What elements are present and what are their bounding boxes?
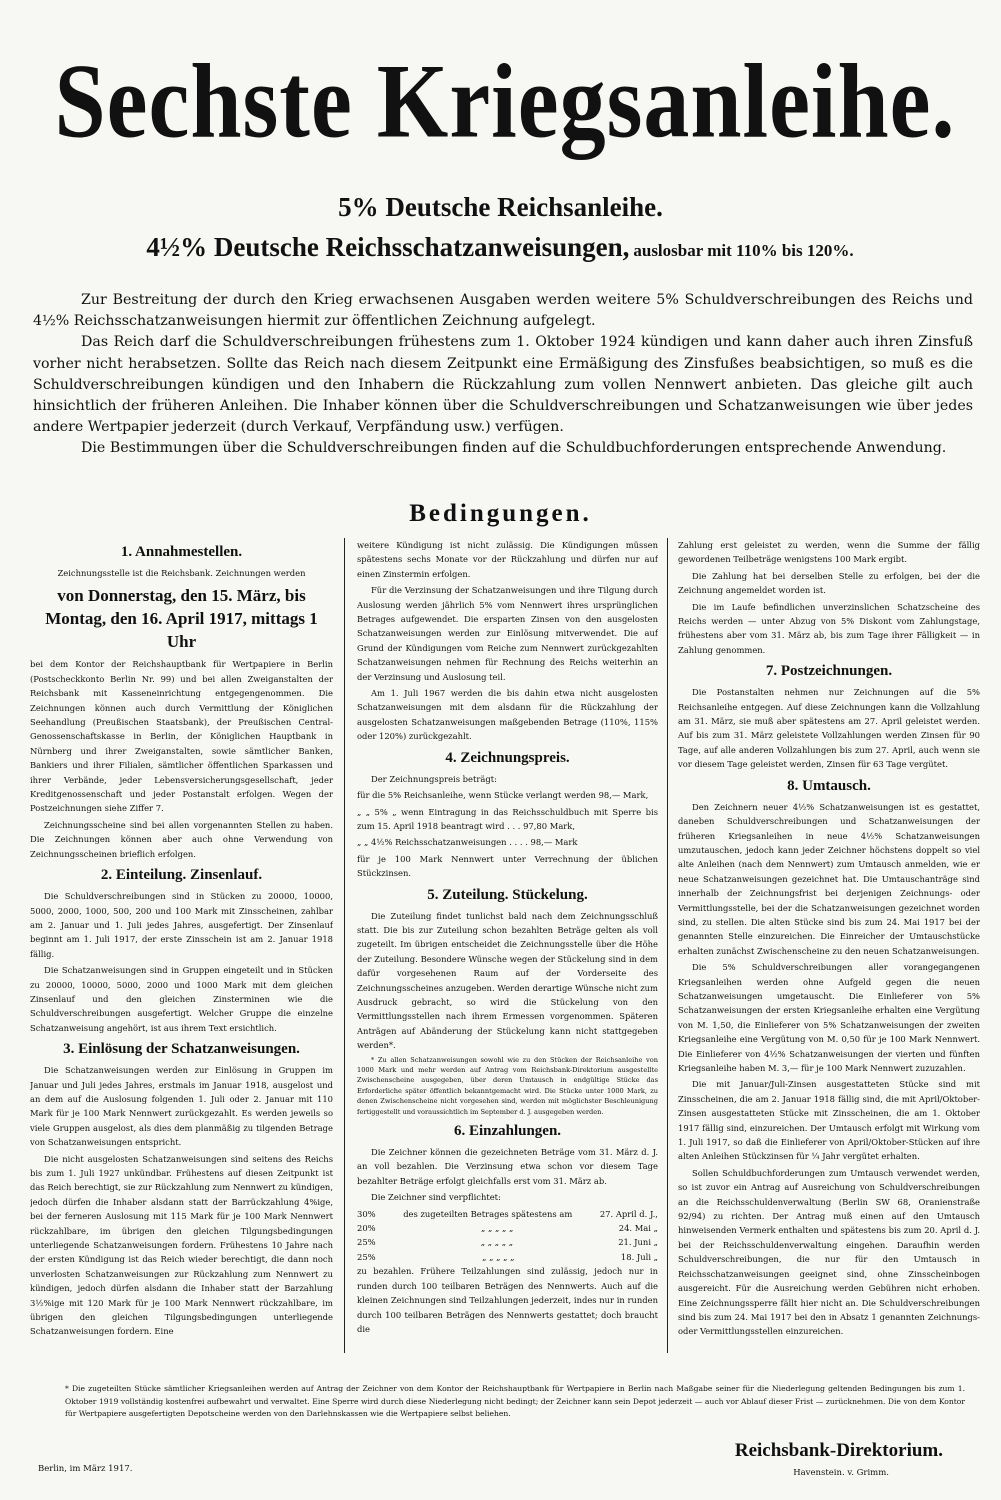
section-text: Zeichnungsstelle ist die Reichsbank. Zeichnungen werden bbox=[57, 568, 306, 578]
section-heading: 3. Einlösung der Schatzanweisungen. bbox=[63, 1041, 300, 1058]
section-text: weitere Kündigung ist nicht zulässig. Die Kündigungen müssen spätestens sechs Monate vor der Rückzahlung und dürfen nur auf einen Zinstermin erfolgen. bbox=[357, 540, 658, 579]
column-divider bbox=[667, 538, 668, 1353]
place-date: Berlin, im März 1917. bbox=[38, 1464, 133, 1474]
section-text: Die 5% Schuldverschreibungen aller vorangegangenen Kriegsanleihen werden ohne Aufgeld gegen die neuen Schatzanweisungen umgetauscht. Die Einlieferer von 5% Schatzanweisungen der ersten Kriegsanleihe erhalten eine Vergütung von M. 1,50, die Einlieferer von 5% Schatzanweisungen der zweiten Kriegsanleihe eine Vergütung von M. 0,50 für je 100 Mark Nennwert. Die Einlieferer von 4½% Schatzanweisungen der vierten und fünften Kriegsanleihe haben M. 3,— für je 100 Mark Nennwert zuzuzahlen. bbox=[678, 962, 980, 1073]
payment-schedule bbox=[357, 1207, 658, 1265]
signatory-names: Havenstein. v. Grimm. bbox=[793, 1468, 889, 1478]
section-text: Den Zeichnern neuer 4½% Schatzanweisungen ist es gestattet, daneben Schuldverschreibungen und Schatzanweisungen der früheren Kriegsanleihen in neue 4½% Schatzanweisungen umzutauschen, jedoch kann jeder Zeichner höchstens doppelt so viel alte Anleihen (nach dem Nennwert) zum Umtausch anmelden, wie er neue Schatzanweisungen gezeichnet hat. Die Umtauschanträge sind innerhalb der Zeichnungsfrist bei derjenigen Zeichnungs- oder Vermittlungsstelle, bei der die Schatzanweisungen gezeichnet worden sind, zu stellen. Die alten Stücke sind bis zum 24. Mai 1917 bei der genannten Stelle einzureichen. Die Einreicher der Umtauschstücke erhalten zunächst Zwischenscheine zu den neuen Schatzanweisungen. bbox=[678, 801, 980, 956]
signature: Reichsbank-Direktorium. bbox=[734, 1440, 943, 1461]
column-divider bbox=[344, 538, 345, 1353]
section-heading: 7. Postzeichnungen. bbox=[765, 663, 893, 680]
section-text: Die nicht ausgelosten Schatzanweisungen sind seitens des Reichs bis zum 1. Juli 1927 unkündbar. Frühestens auf diesen Zeitpunkt ist das Reich berechtigt, sie zur Rückzahlung zum Nennwert zu kündigen, jedoch dürfen die Inhaber alsdann statt der Barrückzahlung 4%ige, bei der ferneren Auslosung mit 115 Mark für je 100 Mark Nennwert rückzahlbare, im übrigen den gleichen Tilgungsbedingungen unterliegende Schatzanweisungen fordern. Frühestens 10 Jahre nach der ersten Kündigung ist das Reich wieder berechtigt, die dann noch unverlosten Schatzanweisungen zur Rückzahlung zum Nennwert zu kündigen, jedoch dürfen alsdann die Inhaber statt der Barzahlung 3½%ige mit 120 Mark für je 100 Mark Nennwert rückzahlbare, im übrigen den gleichen Tilgungsbedingungen unterliegende Schatzanweisungen fordern. Eine bbox=[30, 1153, 333, 1337]
payment-percent: 30% bbox=[357, 1208, 376, 1219]
section-text: Die mit Januar/Juli-Zinsen ausgestatteten Stücke sind mit Zinsscheinen, die am 2. Januar 1918 fällig sind, die mit April/Oktober-Zinsen ausgestatteten Stücke mit Zinsscheinen, die am 1. Oktober 1917 fällig sind, einzureichen. Der Umtausch erfolgt mit Wirkung vom 1. Juli 1917, so daß die Einlieferer von April/Oktober-Stücken auf ihre alten Anleihen Stückzinsen für ¼ Jahr vergütet erhalten. bbox=[678, 1079, 980, 1162]
section-text: Die Zuteilung findet tunlichst bald nach dem Zeichnungsschluß statt. Die bis zur Zuteilung schon bezahlten Beträge gelten als voll zugeteilt. Im übrigen entscheidet die Zeichnungsstelle über die Höhe der Zuteilung. Besondere Wünsche wegen der Stückelung sind in dem dafür vorgesehenen Raum auf der Vorderseite des Zeichnungsscheines anzugeben. Werden derartige Wünsche nicht zum Ausdruck gebracht, so wird die Stückelung von den Vermittlungsstellen nach ihrem Ermessen vorgenommen. Späteren Anträgen auf Abänderung der Stückelung kann nicht stattgegeben werden*. bbox=[357, 910, 658, 1051]
intro-paragraph: Die Bestimmungen über die Schuldverschreibungen finden auf die Schuldbuchforderungen entsprechende Anwendung. bbox=[81, 440, 947, 457]
section-text: Die Postanstalten nehmen nur Zeichnungen auf die 5% Reichsanleihe entgegen. Auf diese Zeichnungen kann die Vollzahlung am 31. März, sie muß aber spätestens am 27. April geleistet werden. Auf bis zum 31. März geleistete Vollzahlungen werden Zinsen für 90 Tage, auf alle anderen Vollzahlungen bis zum 27. April, auch wenn sie vor diesem Tage geleistet werden, Zinsen für 63 Tage vergütet. bbox=[678, 687, 980, 770]
conditions-column-2 bbox=[357, 538, 658, 1353]
section-text: Die im Laufe befindlichen unverzinslichen Schatzscheine des Reichs werden — unter Abzug von 5% Diskont vom Zahlungstage, frühestens aber vom 31. März ab, bis zum Tage ihrer Fälligkeit — in Zahlung genommen. bbox=[678, 601, 980, 655]
section-heading: 5. Zuteilung. Stückelung. bbox=[427, 886, 588, 903]
section-text: Die Schatzanweisungen sind in Gruppen eingeteilt und in Stücken zu 20000, 10000, 5000, 2000 und 1000 Mark mit dem gleichen Zinsenlauf und den gleichen Zinsterminen wie die Schuldverschreibungen ausgefertigt. Welcher Gruppe die einzelne Schatzanweisung angehört, ist aus ihrem Text ersichtlich. bbox=[30, 965, 333, 1033]
section-text: zu bezahlen. Frühere Teilzahlungen sind zulässig, jedoch nur in runden durch 100 teilbaren Beträgen des Nennwerts. Auch auf die kleinen Zeichnungen sind Teilzahlungen jederzeit, indes nur in runden durch 100 teilbaren Beträgen des Nennwerts gestattet; doch braucht die bbox=[357, 1266, 658, 1334]
section-text: Der Zeichnungspreis beträgt: bbox=[371, 773, 497, 784]
section-heading: 4. Zeichnungspreis. bbox=[445, 749, 570, 766]
payment-date: 24. Mai „ bbox=[618, 1223, 658, 1234]
price-line: für je 100 Mark Nennwert unter Verrechnung der üblichen Stückzinsen. bbox=[357, 853, 658, 879]
payment-row bbox=[357, 1207, 658, 1221]
payment-percent: 25% bbox=[357, 1251, 376, 1262]
payment-row bbox=[357, 1221, 658, 1235]
section-heading: 8. Umtausch. bbox=[787, 777, 871, 794]
payment-percent: 20% bbox=[357, 1223, 376, 1234]
payment-row bbox=[357, 1235, 658, 1249]
price-line: „ „ 4½% Reichsschatzanweisungen . . . . 98,— Mark bbox=[357, 837, 578, 848]
subscription-period: von Donnerstag, den 15. März, bis Montag, den 16. April 1917, mittags 1 Uhr bbox=[45, 586, 318, 652]
payment-label: „ „ „ „ „ bbox=[482, 1251, 515, 1262]
conditions-column-1 bbox=[30, 538, 333, 1353]
intro-paragraph: Zur Bestreitung der durch den Krieg erwachsenen Ausgaben werden weitere 5% Schuldverschreibungen des Reichs und 4½% Reichsschatzanweisungen hiermit zur öffentlichen Zeichnung aufgelegt. bbox=[33, 292, 973, 330]
section-text: Am 1. Juli 1967 werden die bis dahin etwa nicht ausgelosten Schatzanweisungen mit dem alsdann für die Rückzahlung der ausgelosten Schatzanweisungen maßgebenden Betrage (110%, 115% oder 120%) zurückgezahlt. bbox=[357, 688, 658, 742]
price-line: für die 5% Reichsanleihe, wenn Stücke verlangt werden 98,— Mark, bbox=[357, 790, 649, 801]
page-title: Sechste Kriegsanleihe. bbox=[54, 42, 956, 160]
conditions-column-3 bbox=[678, 538, 980, 1353]
section-text: Die Zeichner sind verpflichtet: bbox=[371, 1192, 501, 1203]
payment-row bbox=[357, 1250, 658, 1264]
price-line: „ „ 5% „ wenn Eintragung in das Reichsschuldbuch mit Sperre bis zum 15. April 1918 beantragt wird . . . 97,80 Mark, bbox=[357, 806, 658, 831]
subtitle-schatzanweisungen-tail: auslosbar mit 110% bis 120%. bbox=[633, 241, 854, 260]
section-text: Für die Verzinsung der Schatzanweisungen und ihre Tilgung durch Auslosung werden jährlich 5% vom Nennwert ihres ursprünglichen Betrages aufgewendet. Die ersparten Zinsen von den ausgelosten Schatzanweisungen werden zur Einlösung mitverwendet. Die auf Grund der Kündigungen vom Reiche zum Nennwert zurückgezahlten Schatzanweisungen nehmen für Rechnung des Reichs weiterhin an der Verzinsung und Auslosung teil. bbox=[357, 585, 658, 682]
payment-date: 27. April d. J., bbox=[599, 1208, 658, 1219]
intro-paragraph: Das Reich darf die Schuldverschreibungen frühestens zum 1. Oktober 1924 kündigen und kann daher auch ihren Zinsfuß vorher nicht herabsetzen. Sollte das Reich nach diesem Zeitpunkt eine Ermäßigung des Zinsfußes beabsichtigen, so muß es die Schuldverschreibungen kündigen und den Inhabern die Rückzahlung zum vollen Nennwert anbieten. Das gleiche gilt auch hinsichtlich der früheren Anleihen. Die Inhaber können über die Schuldverschreibungen und Schatzanweisungen wie über jedes andere Wertpapier jederzeit (durch Verkauf, Verpfändung usw.) verfügen. bbox=[33, 334, 973, 436]
payment-date: 21. Juni „ bbox=[618, 1237, 658, 1248]
section-text: bei dem Kontor der Reichshauptbank für Wertpapiere in Berlin (Postscheckkonto Berlin Nr. 99) und bei allen Zweiganstalten der Reichsbank mit Kasseneinrichtung entgegengenommen. Die Zeichnungen können auch durch Vermittlung der Königlichen Seehandlung (Preußischen Staatsbank), der Preußischen Central-Genossenschaftskasse in Berlin, der Königlichen Hauptbank in Nürnberg und ihrer Zweiganstalten, sowie sämtlicher Banken, Bankiers und ihrer Filialen, sämtlicher öffentlichen Sparkassen und ihrer Verbände, jeder Lebensversicherungsgesellschaft, jeder Kreditgenossenschaft und jeder Postanstalt erfolgen. Wegen der Postzeichnungen siehe Ziffer 7. bbox=[30, 659, 333, 814]
section-text: Die Zeichner können die gezeichneten Beträge vom 31. März d. J. an voll bezahlen. Die Verzinsung etwa schon vor diesem Tage bezahlter Beträge erfolgt gleichfalls erst vom 31. März ab. bbox=[357, 1147, 658, 1186]
payment-label: „ „ „ „ „ bbox=[481, 1223, 514, 1234]
section-text: Zahlung erst geleistet zu werden, wenn die Summe der fällig gewordenen Teilbeträge wenigstens 100 Mark ergibt. bbox=[678, 540, 980, 565]
section-heading: 1. Annahmestellen. bbox=[120, 544, 243, 560]
section-heading: 6. Einzahlungen. bbox=[453, 1123, 562, 1140]
payment-date: 18. Juli „ bbox=[620, 1251, 658, 1262]
section-heading: 2. Einteilung. Zinsenlauf. bbox=[100, 867, 263, 884]
section-text: Die Zahlung hat bei derselben Stelle zu erfolgen, bei der die Zeichnung angemeldet worden ist. bbox=[678, 570, 980, 596]
subtitle-schatzanweisungen-main: 4½% Deutsche Reichsschatzanweisungen, bbox=[146, 232, 630, 262]
conditions-heading: Bedingungen. bbox=[409, 500, 592, 527]
subtitle-reichsanleihe: 5% Deutsche Reichsanleihe. bbox=[338, 192, 663, 222]
payment-percent: 25% bbox=[357, 1237, 376, 1248]
payment-label: des zugeteilten Betrages spätestens am bbox=[403, 1208, 573, 1219]
section-text: Die Schuldverschreibungen sind in Stücken zu 20000, 10000, 5000, 2000, 1000, 500, 200 und 100 Mark mit Zinsscheinen, zahlbar am 2. Januar und 1. Juli jedes Jahres, ausgefertigt. Der Zinsenlauf beginnt am 1. Juli 1917, der erste Zinsschein ist am 2. Januar 1918 fällig. bbox=[30, 891, 333, 959]
footnote: * Die zugeteilten Stücke sämtlicher Kriegsanleihen werden auf Antrag der Zeichner von dem Kontor der Reichshauptbank für Wertpapiere in Berlin nach Maßgabe seiner für die Niederlegung geltenden Bedingungen bis zum 1. Oktober 1919 vollständig kostenfrei aufbewahrt und verwaltet. Eine Sperre wird durch diese Niederlegung nicht bedingt; der Zeichner kann sein Depot jederzeit — auch vor Ablauf dieser Frist — zurücknehmen. Die von dem Kontor für Wertpapiere ausgefertigten Depotscheine werden von den Darlehnskassen wie die Wertpapiere selbst beliehen. bbox=[65, 1384, 965, 1419]
section-text: Sollen Schuldbuchforderungen zum Umtausch verwendet werden, so ist zuvor ein Antrag auf Ausreichung von Schuldverschreibungen an die Reichsschuldenverwaltung (Berlin SW 68, Oranienstraße 92/94) zu richten. Der Antrag muß einen auf den Umtausch hinweisenden Vermerk enthalten und spätestens bis zum 20. April d. J. bei der Reichsschuldenverwaltung eingehen. Daraufhin werden Schuldverschreibungen, die nur für den Umtausch in Reichsschatzanweisungen geeignet sind, ohne Zinsscheinbogen ausgereicht. Für die Ausreichung werden Gebühren nicht erhoben. Eine Zeichnungssperre fällt hier nicht an. Die Schuldverschreibungen sind bis zum 24. Mai 1917 bei den in Absatz 1 genannten Zeichnungs- oder Vermittlungsstellen einzureichen. bbox=[678, 1167, 980, 1337]
section-text: Die Schatzanweisungen werden zur Einlösung in Gruppen im Januar und Juli jedes Jahres, erstmals im Januar 1918, ausgelost und an dem auf die Auslosung folgenden 1. Juli oder 2. Januar mit 110 Mark für je 100 Mark Nennwert zurückgezahlt. Es werden jeweils so viele Gruppen ausgelost, als dies dem planmäßig zu tilgenden Betrage von Schatzanweisungen entspricht. bbox=[30, 1065, 333, 1148]
subtitle-schatzanweisungen bbox=[20, 232, 980, 263]
payment-label: „ „ „ „ „ bbox=[480, 1237, 514, 1248]
intro-text bbox=[33, 290, 973, 460]
section-footnote: * Zu allen Schatzanweisungen sowohl wie zu den Stücken der Reichsanleihe von 1000 Mark und mehr werden auf Antrag vom Reichsbank-Direktorium ausgestellte Zwischenscheine ausgegeben, über deren Umtausch in endgültige Stücke das Erforderliche später öffentlich bekanntgemacht wird. Die Stücke unter 1000 Mark, zu denen Zwischenscheine nicht vorgesehen sind, werden mit möglichster Beschleunigung fertiggestellt und voraussichtlich im September d. J. ausgegeben werden. bbox=[357, 1055, 658, 1116]
section-text: Zeichnungsscheine sind bei allen vorgenannten Stellen zu haben. Die Zeichnungen können aber auch ohne Verwendung von Zeichnungsscheinen brieflich erfolgen. bbox=[30, 819, 333, 859]
